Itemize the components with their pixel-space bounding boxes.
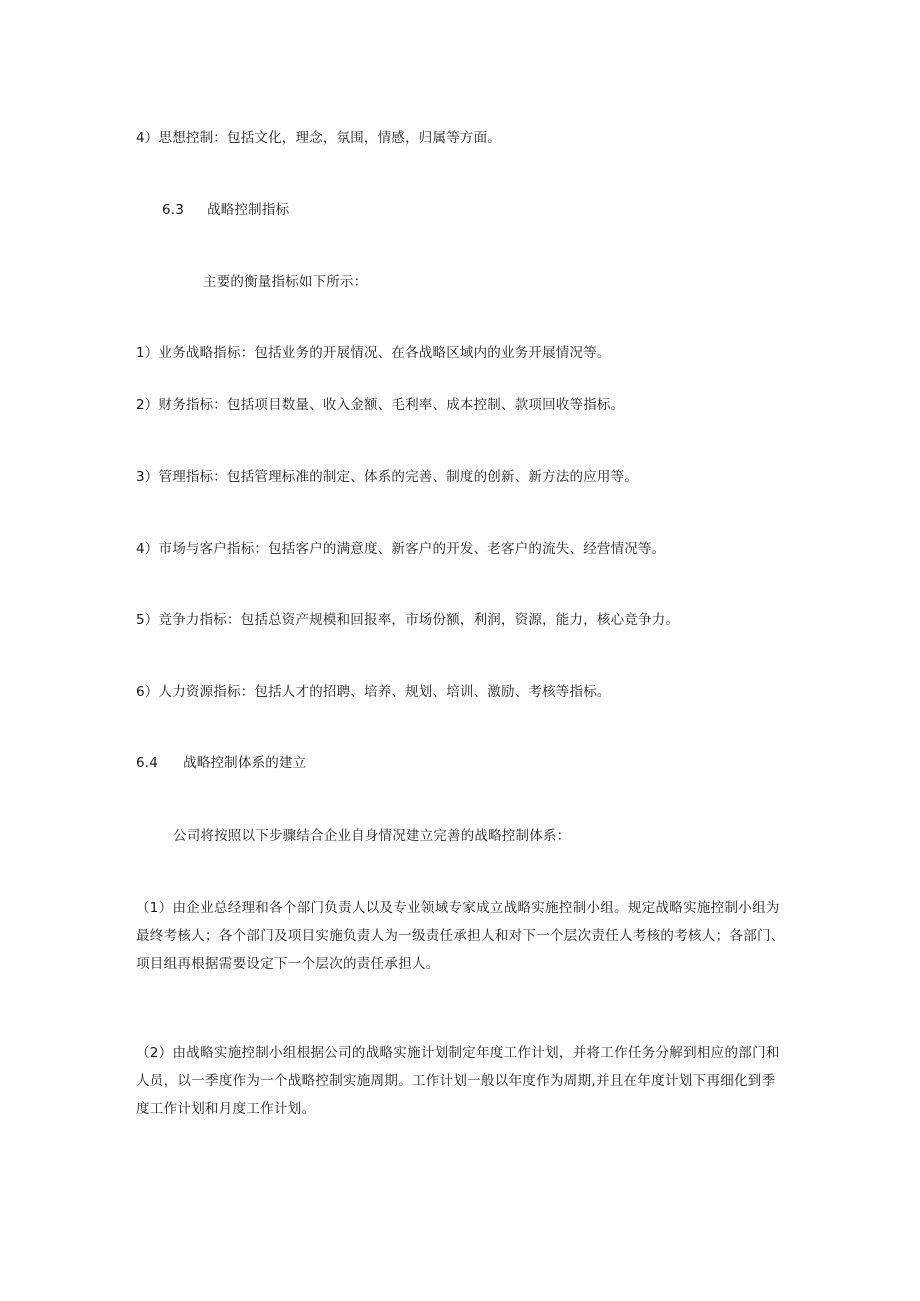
item-thought-control: 4）思想控制：包括文化，理念，氛围，情感，归属等方面。 bbox=[136, 130, 501, 146]
indicator-item: 3）管理指标：包括管理标准的制定、体系的完善、制度的创新、新方法的应用等。 bbox=[136, 469, 638, 485]
intro-indicators: 主要的衡量指标如下所示： bbox=[203, 274, 368, 290]
indicator-item: 4）市场与客户指标：包括客户的满意度、新客户的开发、老客户的流失、经营情况等。 bbox=[136, 541, 666, 557]
step-paragraph: （1）由企业总经理和各个部门负责人以及专业领域专家成立战略实施控制小组。规定战略实施控制小组为最终考核人；各个部门及项目实施负责人为一级责任承担人和对下一个层次责任人考核的考核人；各部门、项目组再根据需要设定下一个层次的责任承担人。 bbox=[136, 900, 785, 972]
indicator-item: 1）业务战略指标：包括业务的开展情况、在各战略区域内的业务开展情况等。 bbox=[136, 345, 611, 361]
section-heading-6-3 bbox=[162, 200, 289, 220]
indicator-item: 5）竞争力指标：包括总资产规模和回报率，市场份额，利润，资源，能力，核心竞争力。 bbox=[136, 612, 680, 628]
indicator-item: 6）人力资源指标：包括人才的招聘、培养、规划、培训、激励、考核等指标。 bbox=[136, 684, 611, 700]
section-heading-6-4 bbox=[136, 753, 306, 773]
section-title: 战略控制指标 bbox=[207, 202, 290, 218]
step-paragraph: （2）由战略实施控制小组根据公司的战略实施计划制定年度工作计划，并将工作任务分解到相应的部门和人员，以一季度作为一个战略控制实施周期。工作计划一般以年度作为周期,并且在年度计划下再细化到季度工作计划和月度工作计划。 bbox=[136, 1045, 780, 1117]
section-number: 6.4 bbox=[136, 755, 159, 771]
section-title: 战略控制体系的建立 bbox=[183, 755, 307, 771]
section-number: 6.3 bbox=[162, 202, 185, 218]
indicator-item: 2）财务指标：包括项目数量、收入金额、毛利率、成本控制、款项回收等指标。 bbox=[136, 397, 625, 413]
intro-system: 公司将按照以下步骤结合企业自身情况建立完善的战略控制体系： bbox=[173, 828, 571, 844]
